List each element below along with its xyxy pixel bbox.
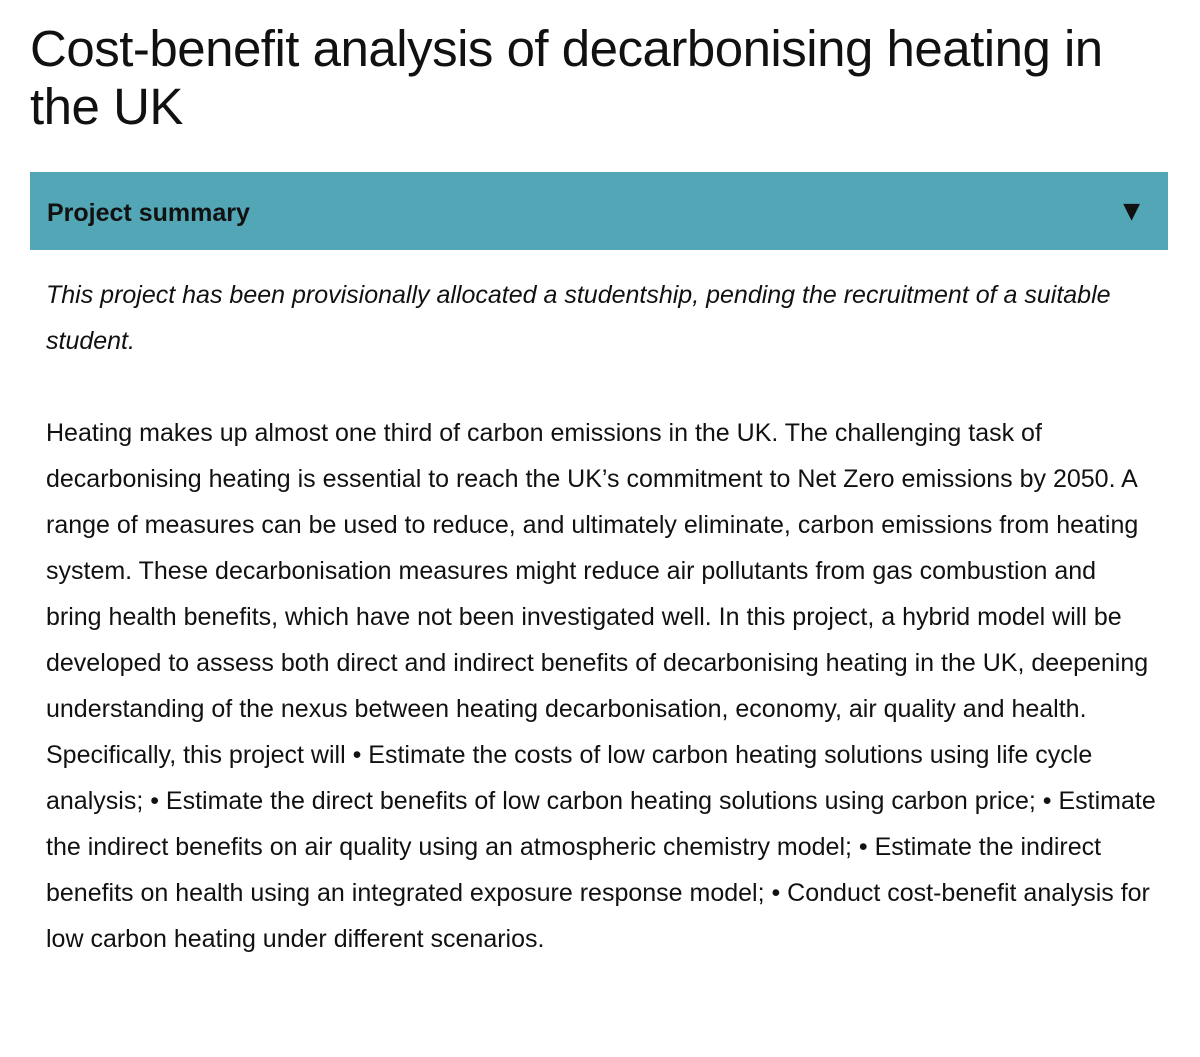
- page-title: Cost-benefit analysis of decarbonising heating in the UK: [30, 20, 1103, 135]
- project-description: Heating makes up almost one third of carbon emissions in the UK. The challenging task of decarbonising heating is essential to reach the UK’s commitment to Net Zero emissions by 2050. A range of measures can be used to reduce, and ultimately eliminate, carbon emissions from heating system. These decarbonisation measures might reduce air pollutants from gas combustion and bring health benefits, which have not been investigated well. In this project, a hybrid model will be developed to assess both direct and indirect benefits of decarbonising heating in the UK, deepening understanding of the nexus between heating decarbonisation, economy, air quality and health. Specifically, this project will • Estimate the costs of low carbon heating solutions using life cycle analysis; • Estimate the direct benefits of low carbon heating solutions using carbon price; • Estimate the indirect benefits on air quality using an atmospheric chemistry model; • Estimate the indirect benefits on health using an integrated exposure response model; • Conduct cost-benefit analysis for low carbon heating under different scenarios.: [46, 419, 1156, 953]
- studentship-notice: This project has been provisionally allocated a studentship, pending the recruitment of a suitable student.: [46, 281, 1111, 355]
- project-summary-accordion-header[interactable]: [30, 172, 1168, 250]
- project-summary-content: [46, 272, 1156, 962]
- accordion-title: Project summary: [47, 199, 250, 227]
- triangle-down-icon[interactable]: ▼: [1123, 199, 1140, 224]
